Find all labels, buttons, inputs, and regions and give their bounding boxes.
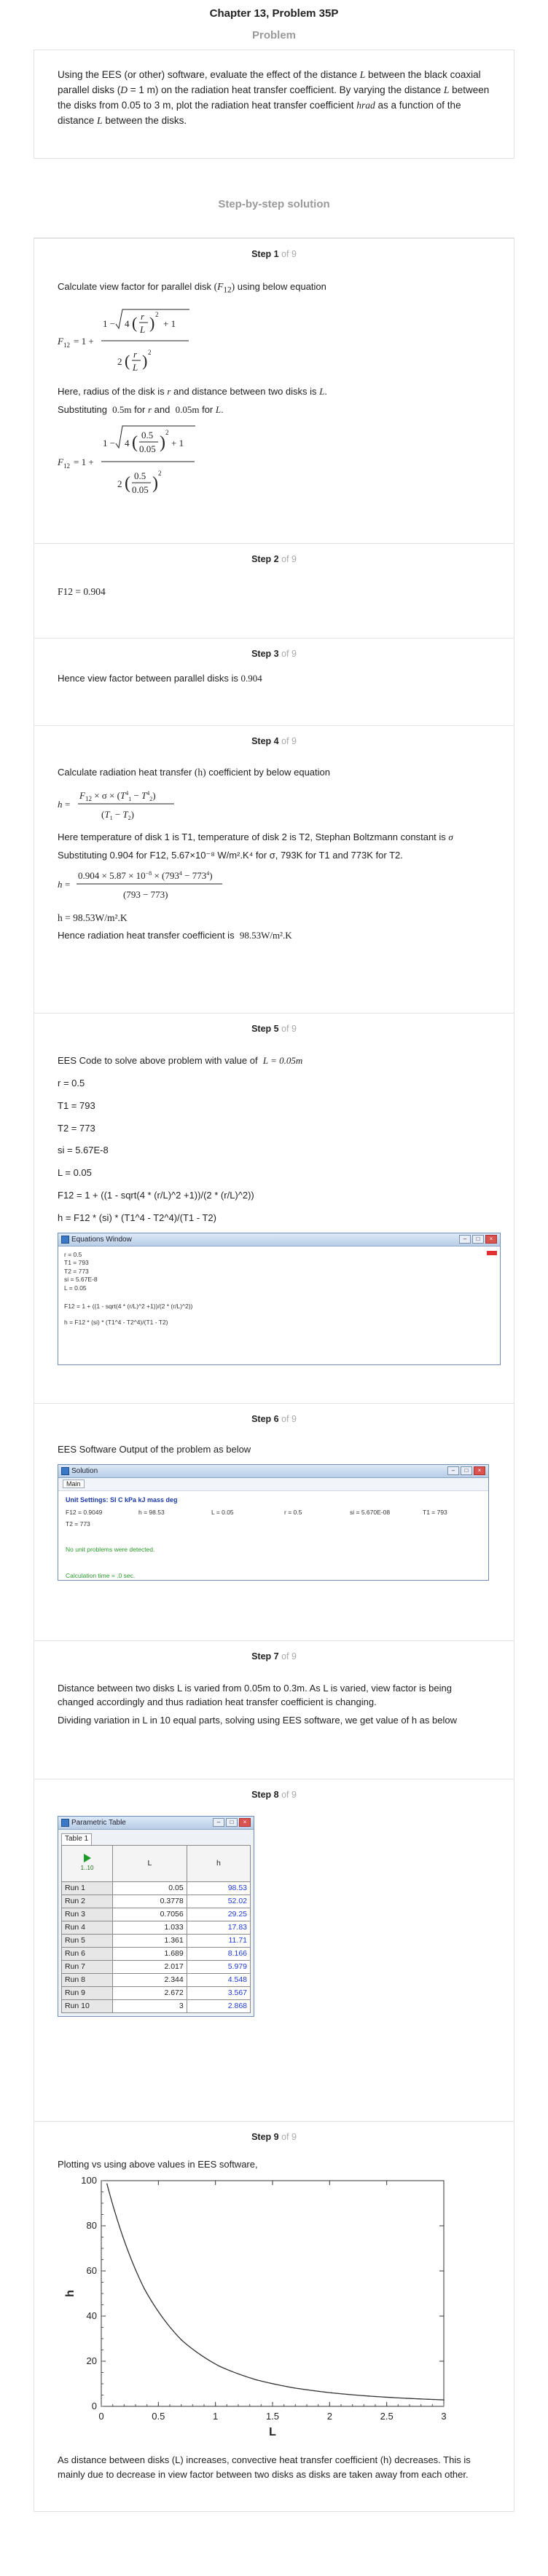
step6-intro: EES Software Output of the problem as below: [58, 1444, 251, 1455]
x-tick-label: 1: [213, 2410, 219, 2422]
h-vs-L-chart: [58, 2175, 466, 2444]
cell-L[interactable]: 0.7056: [113, 1908, 187, 1921]
svg-text:2: 2: [165, 428, 169, 436]
code-line: si = 5.67E-8: [58, 1145, 109, 1156]
svg-text:= 1 +: = 1 +: [74, 336, 94, 347]
solution-value: F12 = 0.9049: [66, 1508, 103, 1516]
step4-result: h = 98.53W/m².K: [58, 912, 128, 923]
parametric-table-titlebar[interactable]: Parametric Table – □ ×: [58, 1817, 254, 1830]
solution-window-titlebar[interactable]: Solution – □ ×: [58, 1465, 488, 1478]
minimize-icon[interactable]: –: [447, 1466, 459, 1475]
run-label[interactable]: Run 1: [62, 1881, 113, 1895]
problem-text-part: between the disks.: [102, 114, 187, 126]
step-6: [34, 1404, 514, 1641]
error-marker-icon: [487, 1251, 497, 1255]
editor-line: h = F12 * (si) * (T1^4 - T2^4)/(T1 - T2): [64, 1318, 168, 1326]
svg-text:(: (: [125, 473, 130, 493]
svg-text:): ): [152, 473, 158, 493]
step4-intro: Calculate radiation heat transfer (h) coefficient by below equation: [58, 767, 330, 778]
tab-table-1[interactable]: Table 1: [61, 1833, 92, 1845]
svg-text:+ 1: + 1: [163, 318, 176, 329]
heat-transfer-equation: [58, 783, 203, 826]
step4-here: Here temperature of disk 1 is T1, temperature of disk 2 is T2, Stephan Boltzmann constant is σ: [58, 831, 453, 842]
svg-text:): ): [149, 314, 155, 332]
cell-h[interactable]: 2.868: [187, 1999, 250, 2012]
solution-value: L = 0.05: [211, 1508, 234, 1516]
svg-text:h: h: [58, 798, 63, 810]
svg-text:L: L: [133, 362, 138, 373]
svg-text:(: (: [132, 432, 138, 452]
run-label[interactable]: Run 7: [62, 1960, 113, 1973]
table-row[interactable]: [62, 1921, 251, 1934]
run-label[interactable]: Run 9: [62, 1986, 113, 1999]
parametric-table-window: [58, 1816, 254, 2017]
table-row[interactable]: [62, 1934, 251, 1947]
problem-var-D: D: [120, 84, 128, 95]
svg-text:1 −: 1 −: [103, 318, 116, 329]
step-label: Step 5 of 9: [251, 1024, 297, 1034]
svg-text:F12 × σ × (T41 − T42): $F_{12} \times \sigma \times (T^4_1 - T^4_2)$: [79, 789, 156, 802]
editor-line: T2 = 773: [64, 1267, 89, 1275]
table-row[interactable]: [62, 1895, 251, 1908]
run-selector[interactable]: [62, 1845, 113, 1881]
svg-text:2: 2: [148, 349, 152, 356]
svg-text:0.904 × 5.87 × 10−8 × (7934 −: $0.904 \times 5.87 \times 10^{-8} \times (793^4 - 773^4)$: [78, 869, 213, 881]
solution-window: [58, 1464, 489, 1581]
y-axis-label: h: [64, 2289, 77, 2297]
step5-intro: EES Code to solve above problem with value of L = 0.05m: [58, 1055, 303, 1066]
view-factor-substituted: [58, 419, 218, 506]
unit-settings: Unit Settings: SI C kPa kJ mass deg: [66, 1496, 178, 1504]
problem-text-part: as a function of the distance: [58, 99, 461, 126]
x-tick-label: 2.5: [380, 2410, 394, 2422]
svg-text:F: F: [58, 456, 63, 467]
cell-h[interactable]: 52.02: [187, 1895, 250, 1908]
problem-heading: Problem: [251, 29, 296, 42]
data-point: [219, 2366, 220, 2367]
x-tick-label: 2: [326, 2410, 332, 2422]
solution-value: T1 = 793: [423, 1508, 447, 1516]
equations-window: [58, 1233, 501, 1365]
svg-text:0.5: 0.5: [134, 470, 146, 481]
svg-text:0.05: 0.05: [132, 483, 149, 495]
y-tick-label: 20: [86, 2355, 97, 2366]
step-label: Step 9 of 9: [251, 2132, 297, 2142]
problem-var-hrad: hrad: [356, 99, 375, 111]
data-point: [181, 2339, 183, 2341]
ees-app-icon: [61, 1236, 69, 1244]
cell-h[interactable]: 4.548: [187, 1973, 250, 1986]
step-8: [34, 1779, 514, 2122]
svg-text:F: F: [58, 336, 63, 347]
code-line: T1 = 793: [58, 1099, 95, 1111]
svg-text:L: L: [140, 324, 146, 335]
run-label[interactable]: Run 10: [62, 1999, 113, 2012]
solution-value: h = 98.53: [138, 1508, 165, 1516]
svg-text:): ): [142, 352, 148, 370]
svg-text:r: r: [133, 349, 138, 360]
svg-text:2: 2: [158, 469, 162, 477]
table-row[interactable]: [62, 1947, 251, 1960]
equations-editor[interactable]: [58, 1246, 500, 1331]
heat-transfer-substituted: [58, 864, 247, 906]
cell-h[interactable]: 17.83: [187, 1921, 250, 1934]
minimize-icon[interactable]: –: [213, 1818, 224, 1827]
code-line: T2 = 773: [58, 1122, 95, 1134]
svg-text:r: r: [141, 311, 145, 322]
editor-line: si = 5.67E-8: [64, 1276, 98, 1284]
problem-text-part: between the disks from 0.05 to 3 m, plot the radiation heat transfer coefficient: [58, 84, 490, 111]
close-icon[interactable]: ×: [474, 1466, 485, 1475]
maximize-icon[interactable]: □: [472, 1235, 484, 1244]
svg-text:4: 4: [125, 318, 130, 329]
svg-text:(T1 − T2): $(T_1 - T_2)$: [101, 808, 134, 821]
step-7: [34, 1641, 514, 1779]
data-point: [331, 2393, 332, 2394]
cell-L[interactable]: 0.05: [113, 1881, 187, 1895]
y-tick-label: 100: [81, 2174, 97, 2186]
cell-L[interactable]: 0.3778: [113, 1895, 187, 1908]
cell-h[interactable]: 29.25: [187, 1908, 250, 1921]
step-label: Step 1 of 9: [251, 249, 297, 259]
x-tick-label: 0.5: [152, 2410, 165, 2422]
cell-L[interactable]: 1.033: [113, 1921, 187, 1934]
ees-app-icon: [61, 1819, 69, 1827]
svg-text:): ): [160, 432, 165, 452]
step-label: Step 4 of 9: [251, 736, 297, 746]
x-tick-label: 0: [98, 2410, 104, 2422]
problem-text: [34, 50, 514, 159]
tab-main[interactable]: Main: [63, 1479, 85, 1488]
solution-value: T2 = 773: [66, 1520, 90, 1528]
step2-result: F12 = 0.904: [58, 586, 106, 597]
solution-value: r = 0.5: [284, 1508, 302, 1516]
step-4: [34, 726, 514, 1014]
table-row[interactable]: [62, 1960, 251, 1973]
x-tick-label: 3: [441, 2410, 447, 2422]
cell-L[interactable]: 1.361: [113, 1934, 187, 1947]
data-point: [368, 2395, 369, 2397]
x-tick-label: 1.5: [265, 2410, 280, 2422]
plot-frame: [101, 2181, 444, 2406]
run-range: 1..10: [80, 1864, 94, 1871]
code-line: h = F12 * (si) * (T1^4 - T2^4)/(T1 - T2): [58, 1212, 216, 1223]
step-9: [34, 2122, 514, 2512]
maximize-icon[interactable]: □: [461, 1466, 472, 1475]
data-point: [294, 2387, 295, 2389]
svg-text:2: 2: [117, 356, 122, 367]
svg-text:4: 4: [125, 437, 130, 449]
solution-row: [66, 1508, 481, 1517]
steps-container: [34, 237, 514, 2512]
problem-text-part: Using the EES (or other) software, evaluate the effect of the distance: [58, 69, 360, 80]
code-line: r = 0.5: [58, 1077, 85, 1089]
column-header-L[interactable]: L: [113, 1845, 187, 1881]
step-label: Step 6 of 9: [251, 1414, 297, 1424]
problem-text-part: = 1 m) on the radiation heat transfer coefficient. By varying the distance: [128, 84, 444, 95]
y-tick-label: 0: [91, 2400, 97, 2411]
solution-heading: Step-by-step solution: [218, 198, 330, 210]
calc-time: Calculation time = .0 sec.: [66, 1571, 136, 1579]
svg-text:2: 2: [117, 478, 122, 489]
x-axis-label: L: [269, 2425, 276, 2438]
cell-L[interactable]: 2.672: [113, 1986, 187, 1999]
problem-var-L: L: [359, 69, 366, 80]
run-label[interactable]: Run 5: [62, 1934, 113, 1947]
step4-conclusion: Hence radiation heat transfer coefficient is 98.53W/m².K: [58, 930, 292, 941]
column-header-h[interactable]: h: [187, 1845, 250, 1881]
ees-app-icon: [61, 1467, 69, 1475]
run-label[interactable]: Run 3: [62, 1908, 113, 1921]
step-label: Step 3 of 9: [251, 649, 297, 659]
cell-L[interactable]: 3: [113, 1999, 187, 2012]
editor-line: L = 0.05: [64, 1284, 87, 1292]
problem-var-L: L: [97, 114, 103, 126]
cell-h[interactable]: 8.166: [187, 1947, 250, 1960]
view-factor-equation: [58, 301, 218, 381]
equations-window-titlebar[interactable]: Equations Window – □ ×: [58, 1233, 500, 1246]
run-label[interactable]: Run 6: [62, 1947, 113, 1960]
table-row[interactable]: [62, 1986, 251, 1999]
step4-subst: Substituting 0.904 for F12, 5.67×10⁻⁸ W/m².K⁴ for σ, 793K for T1 and 773K for T2.: [58, 849, 403, 861]
step1-here: Here, radius of the disk is r and distance between two disks is L.: [58, 386, 328, 397]
svg-text:+ 1: + 1: [171, 437, 184, 449]
cell-L[interactable]: 2.344: [113, 1973, 187, 1986]
editor-line: T1 = 793: [64, 1259, 89, 1267]
svg-text:= 1 +: = 1 +: [74, 456, 94, 467]
unit-check-message: No unit problems were detected.: [66, 1545, 155, 1553]
solution-row: [66, 1520, 481, 1528]
solution-body: [58, 1491, 488, 1584]
problem-text-part: between the black coaxial parallel disks (: [58, 69, 481, 95]
step-1: [34, 238, 514, 544]
step-label: Step 7 of 9: [251, 1651, 297, 1662]
svg-text:12: 12: [63, 341, 70, 349]
cell-h[interactable]: 3.567: [187, 1986, 250, 1999]
code-line: F12 = 1 + ((1 - sqrt(4 * (r/L)^2 +1))/(2 * (r/L)^2)): [58, 1190, 254, 1201]
cell-L[interactable]: 2.017: [113, 1960, 187, 1973]
solution-value: si = 5.670E-08: [350, 1508, 391, 1516]
data-point: [106, 2184, 108, 2185]
data-point: [256, 2379, 257, 2381]
step-label: Step 8 of 9: [251, 1790, 297, 1800]
step7-text2: Dividing variation in L in 10 equal parts, solving using EES software, we get value of h as below: [58, 1714, 457, 1726]
problem-var-L: L: [443, 84, 450, 95]
y-tick-label: 80: [86, 2219, 97, 2231]
step-label: Step 2 of 9: [251, 554, 297, 564]
play-icon[interactable]: [84, 1854, 91, 1862]
cell-h[interactable]: 11.71: [187, 1934, 250, 1947]
data-point: [406, 2398, 407, 2399]
solution-tabs: [58, 1478, 488, 1491]
editor-line: r = 0.5: [64, 1250, 82, 1258]
step-3: [34, 639, 514, 726]
run-label[interactable]: Run 8: [62, 1973, 113, 1986]
y-tick-label: 60: [86, 2264, 97, 2276]
run-label[interactable]: Run 2: [62, 1895, 113, 1908]
step1-subst: Substituting 0.5m for r and 0.05m for L.: [58, 403, 224, 415]
table-row[interactable]: [62, 1999, 251, 2012]
parametric-table: [61, 1845, 251, 2013]
svg-text:h: h: [58, 878, 63, 890]
code-line: L = 0.05: [58, 1167, 92, 1179]
svg-text:=: =: [65, 798, 71, 810]
close-icon[interactable]: ×: [239, 1818, 251, 1827]
cell-h[interactable]: 5.979: [187, 1960, 250, 1973]
step7-text: Distance between two disks L is varied from 0.05m to 0.3m. As L is varied, view factor is being changed accordingly and thus radiation heat transfer coefficient is changing.: [58, 1683, 452, 1707]
cell-h[interactable]: 98.53: [187, 1881, 250, 1895]
table-row[interactable]: [62, 1881, 251, 1895]
svg-text:2: 2: [155, 311, 159, 318]
svg-text:0.5: 0.5: [141, 429, 154, 440]
step9-intro: Plotting vs using above values in EES software,: [58, 2159, 258, 2170]
step9-conclusion: As distance between disks (L) increases, convective heat transfer coefficient (h) decreases. This is mainly due to decrease in view factor between two disks as disks are taken away from each other.: [58, 2454, 471, 2480]
svg-text:(793 − 773): (793 − 773): [123, 888, 168, 900]
data-point: [144, 2288, 145, 2290]
svg-text:=: =: [65, 878, 71, 890]
page-title: Chapter 13, Problem 35P: [209, 7, 339, 20]
editor-line: F12 = 1 + ((1 - sqrt(4 * (r/L)^2 +1))/(2 * (r/L)^2)): [64, 1303, 193, 1311]
run-label[interactable]: Run 4: [62, 1921, 113, 1934]
cell-L[interactable]: 1.689: [113, 1947, 187, 1960]
step3-text: Hence view factor between parallel disks is 0.904: [58, 673, 262, 684]
svg-text:(: (: [132, 314, 138, 332]
table-row[interactable]: [62, 1908, 251, 1921]
minimize-icon[interactable]: –: [459, 1235, 471, 1244]
svg-text:0.05: 0.05: [139, 443, 156, 454]
step-2: [34, 544, 514, 639]
maximize-icon[interactable]: □: [226, 1818, 238, 1827]
svg-text:12: 12: [63, 462, 70, 470]
step-5: [34, 1014, 514, 1404]
step1-intro: Calculate view factor for parallel disk $(F_{12})$ using below equation: [58, 281, 326, 295]
close-icon[interactable]: ×: [485, 1235, 497, 1244]
svg-text:1 −: 1 −: [103, 437, 116, 449]
table-row[interactable]: [62, 1973, 251, 1986]
y-tick-label: 40: [86, 2310, 97, 2321]
sym-F12: $(F_{12})$: [214, 281, 235, 295]
svg-text:(: (: [125, 352, 130, 370]
data-point: [443, 2399, 445, 2401]
